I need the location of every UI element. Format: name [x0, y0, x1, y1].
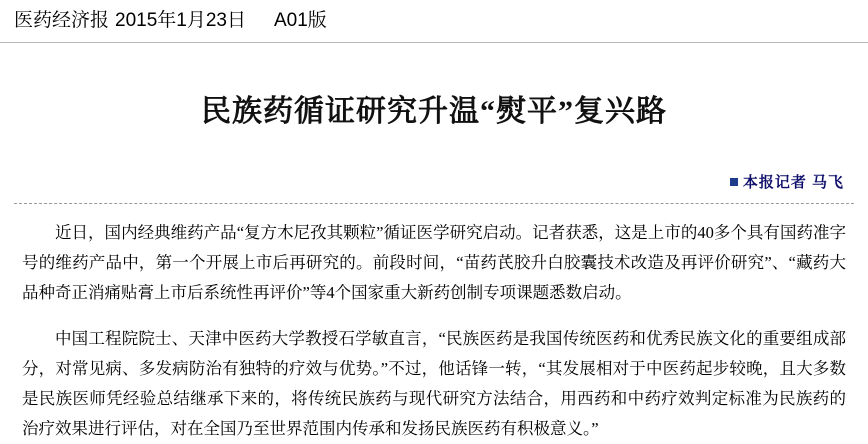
edition-label: A01版 — [273, 10, 327, 31]
square-bullet-icon — [730, 178, 738, 186]
masthead — [0, 0, 868, 40]
article-headline: 民族药循证研究升温“熨平”复兴路 — [201, 95, 667, 129]
byline-text: 本报记者 马飞 — [742, 174, 844, 192]
article-body — [0, 204, 868, 444]
article-paragraph: 中国工程院院士、天津中医药大学教授石学敏直言，“民族医药是我国传统医药和优秀民族文化的重要组成部分，对常见病、多发病防治有独特的疗效与优势。”不过，他话锋一转，“其发展相对于中医药起步较晚，且大多数是民族医师凭经验总结继承下来的，将传统民族药与现代研究方法结合，用西药和中药疗效判定标准为民族药的治疗效果进行评估，对在全国乃至世界范围内传承和发扬民族医药有积极意义。” — [22, 329, 846, 439]
paper-name: 医药经济报 — [14, 10, 110, 31]
masthead-divider — [0, 42, 868, 43]
publication-date: 2015年1月23日 — [115, 10, 246, 31]
byline — [0, 173, 868, 193]
article-paragraph: 近日，国内经典维药产品“复方木尼孜其颗粒”循证医学研究启动。记者获悉，这是上市的40多个具有国药准字号的维药产品中，第一个开展上市后再研究的。前段时间，“苗药芪胶升白胶囊技术改造及再评价研究”、“藏药大品种奇正消痛贴膏上市后系统性再评价”等4个国家重大新药创制专项课题悉数启动。 — [22, 223, 846, 303]
